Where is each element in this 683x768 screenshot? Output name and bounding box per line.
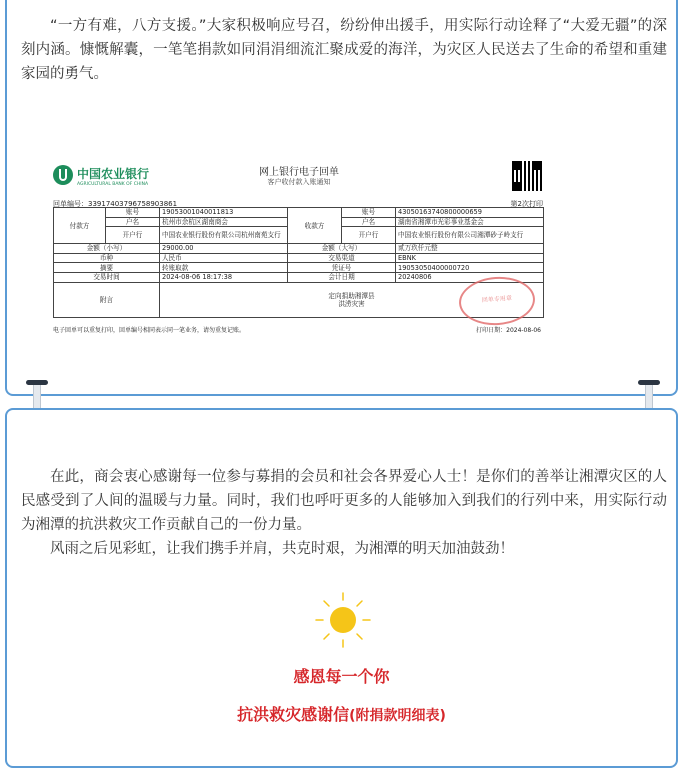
channel: EBNK — [396, 253, 544, 263]
payee-account: 43050163740800000659 — [396, 208, 544, 218]
payee-name-label: 户名 — [342, 217, 396, 227]
time-label: 交易时间 — [54, 272, 160, 282]
payee-label: 收款方 — [288, 208, 342, 244]
amount-small: 29000.00 — [160, 244, 288, 254]
payer-account-label: 账号 — [106, 208, 160, 218]
receipt-print-date: 打印日期：2024-08-06 — [476, 327, 541, 334]
table-row — [54, 208, 544, 218]
summary-label: 摘要 — [54, 263, 160, 273]
time: 2024-08-06 18:17:38 — [160, 272, 288, 282]
payer-bank-label: 开户行 — [106, 227, 160, 244]
receipt-number-value: 33917403796758903861 — [88, 200, 178, 208]
payer-label: 付款方 — [54, 208, 106, 244]
letter-title-paren: (附捐款明细表) — [349, 708, 446, 724]
amount-big: 贰万玖仟元整 — [396, 244, 544, 254]
bank-receipt-image — [49, 155, 547, 345]
sun-icon — [313, 590, 373, 650]
currency: 人民币 — [160, 253, 288, 263]
note-line-2: 洪涝灾害 — [338, 299, 365, 308]
acct-date: 20240806 — [396, 272, 544, 282]
payee-bank-label: 开户行 — [342, 227, 396, 244]
table-row — [54, 272, 544, 282]
note-label: 附言 — [54, 282, 160, 317]
payer-account: 19053001040011813 — [160, 208, 288, 218]
bank-name-en: AGRICULTURAL BANK OF CHINA — [77, 182, 149, 187]
letter-title-main: 抗洪救灾感谢信 — [237, 705, 350, 724]
connector-cap — [638, 380, 660, 385]
payer-name: 杭州市余杭区湖南商会 — [160, 217, 288, 227]
letter-title — [0, 702, 683, 725]
receipt-subtitle: 客户收付款入账通知 — [267, 178, 331, 186]
voucher-label: 凭证号 — [288, 263, 396, 273]
note-line-1: 定向捐助湘潭县 — [328, 291, 375, 300]
bank-name: 中国农业银行 — [77, 167, 150, 181]
currency-label: 币种 — [54, 253, 160, 263]
abc-bank-logo-icon — [53, 165, 73, 185]
payer-name-label: 户名 — [106, 217, 160, 227]
table-row — [54, 253, 544, 263]
thanks-paragraph: 在此，商会衷心感谢每一位参与募捐的会员和社会各界爱心人士！是你们的善举让湘潭灾区的人民感受到了人间的温暖与力量。同时，我们也呼吁更多的人能够加入到我们的行列中来，用实际行动为湘潭的抗洪救灾工作贡献自己的一份力量。 — [21, 469, 667, 533]
amount-small-label: 金额（小写） — [54, 244, 160, 254]
receipt-number-label: 回单编号： — [53, 200, 88, 208]
seal-stamp-icon: 回单专用章 — [457, 274, 536, 327]
print-times: 第2次打印 — [510, 200, 543, 208]
voucher: 19053050400000720 — [396, 263, 544, 273]
connector-cap — [26, 380, 48, 385]
thanks-section — [21, 465, 667, 561]
payer-bank: 中国农业银行股份有限公司杭州南苑支行 — [160, 227, 288, 244]
payee-account-label: 账号 — [342, 208, 396, 218]
payee-name: 湖南省湘潭市光彩事业基金会 — [396, 217, 544, 227]
thanks-heading: 感恩每一个你 — [293, 667, 390, 686]
receipt-footer-note: 电子回单可以重复打印，回单编号相同表示同一笔业务，请勿重复记账。 — [53, 327, 246, 334]
receipt-title: 网上银行电子回单 — [259, 167, 339, 178]
amount-big-label: 金额（大写） — [288, 244, 396, 254]
table-row — [54, 263, 544, 273]
intro-paragraph: “一方有难，八方支援。”大家积极响应号召，纷纷伸出援手，用实际行动诠释了“大爱无疆”的深刻内涵。慷慨解囊，一笔笔捐款如同涓涓细流汇聚成爱的海洋，为灾区人民送去了生命的希望和重建家园的勇气。 — [21, 18, 667, 82]
content-card-top — [5, 0, 678, 396]
channel-label: 交易渠道 — [288, 253, 396, 263]
qr-code-icon — [512, 161, 542, 191]
acct-date-label: 会计日期 — [288, 272, 396, 282]
summary: 转账取款 — [160, 263, 288, 273]
table-row — [54, 244, 544, 254]
payee-bank: 中国农业银行股份有限公司湘潭砂子岭支行 — [396, 227, 544, 244]
closing-paragraph: 风雨之后见彩虹，让我们携手并肩，共克时艰，为湘潭的明天加油鼓劲！ — [50, 541, 514, 557]
